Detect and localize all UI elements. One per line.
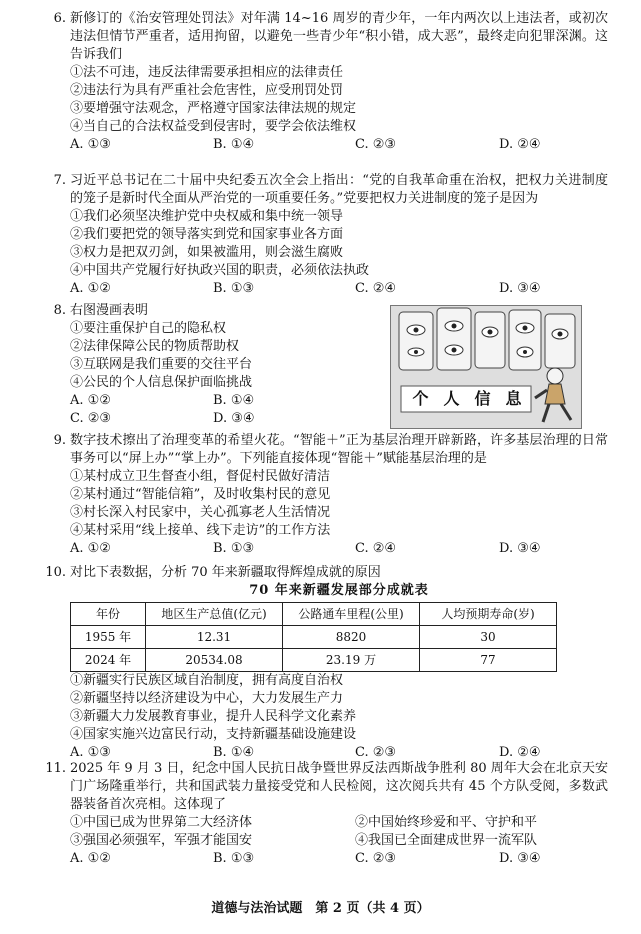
table-cell: 77 bbox=[420, 649, 557, 672]
header-road: 公路通车里程(公里) bbox=[283, 603, 420, 626]
choice-b[interactable]: B. ①③ bbox=[213, 281, 255, 296]
question-6 bbox=[38, 10, 608, 154]
choice-a[interactable]: A. ①③ bbox=[70, 137, 111, 152]
table-cell: 2024 年 bbox=[71, 649, 146, 672]
choice-a[interactable]: A. ①② bbox=[70, 541, 111, 556]
answer-choices bbox=[70, 136, 608, 154]
statement-1: ①要注重保护自己的隐私权 bbox=[70, 321, 227, 336]
table-cell: 8820 bbox=[283, 626, 420, 649]
choice-d[interactable]: D. ②④ bbox=[499, 137, 541, 152]
choice-a[interactable]: A. ①② bbox=[70, 281, 111, 296]
statement-3: ③要增强守法观念，严格遵守国家法律法规的规定 bbox=[70, 101, 357, 116]
answer-choices bbox=[70, 850, 608, 868]
question-stem: 右图漫画表明 bbox=[70, 303, 149, 318]
question-number: 11. bbox=[45, 761, 66, 776]
privacy-comic-image bbox=[390, 305, 582, 429]
achievement-table bbox=[70, 602, 557, 672]
choice-b[interactable]: B. ①④ bbox=[213, 393, 255, 408]
statement-1: ①法不可违，违反法律需要承担相应的法律责任 bbox=[70, 65, 344, 80]
statement-2: ②法律保障公民的物质帮助权 bbox=[70, 339, 240, 354]
comic-char-4: 息 bbox=[505, 389, 522, 408]
question-7 bbox=[38, 172, 608, 298]
table-cell: 12.31 bbox=[146, 626, 283, 649]
question-stem: 对比下表数据，分析 70 年来新疆取得辉煌成就的原因 bbox=[70, 565, 381, 580]
choice-c[interactable]: C. ②③ bbox=[355, 745, 397, 760]
question-number: 10. bbox=[45, 565, 66, 580]
statement-2: ②某村通过“智能信箱”，及时收集村民的意见 bbox=[70, 487, 331, 502]
choice-c[interactable]: C. ②④ bbox=[355, 541, 397, 556]
question-stem: 2025 年 9 月 3 日，纪念中国人民抗日战争暨世界反法西斯战争胜利 80 周年大会在北京天安门广场隆重举行，共和国武装力量接受党和人民检阅，这次阅兵共有 45 个方队受阅，多数武器装备首次亮相。这体现了 bbox=[70, 761, 608, 812]
statement-3: ③强国必须强军，军强才能国安 bbox=[70, 833, 253, 848]
statement-1: ①中国已成为世界第二大经济体 bbox=[70, 815, 253, 830]
answer-choices bbox=[70, 540, 608, 558]
statement-1: ①我们必须坚决维护党中央权威和集中统一领导 bbox=[70, 209, 344, 224]
question-number: 6. bbox=[53, 11, 66, 26]
choice-c[interactable]: C. ②③ bbox=[70, 411, 112, 426]
question-stem: 数字技术擦出了治理变革的希望火花。“智能＋”正为基层治理开辟新路，许多基层治理的日常事务可以“屏上办”“掌上办”。下列能直接体现“智能＋”赋能基层治理的是 bbox=[70, 433, 608, 466]
choice-b[interactable]: B. ①③ bbox=[213, 851, 255, 866]
question-number: 7. bbox=[53, 173, 66, 188]
question-number: 9. bbox=[53, 433, 66, 448]
table-cell: 30 bbox=[420, 626, 557, 649]
statement-2: ②中国始终珍爱和平、守护和平 bbox=[355, 815, 538, 830]
choice-c[interactable]: C. ②③ bbox=[355, 137, 397, 152]
choice-b[interactable]: B. ①④ bbox=[213, 745, 255, 760]
comic-char-2: 人 bbox=[443, 389, 460, 408]
question-stem: 新修订的《治安管理处罚法》对年满 14~16 周岁的青少年，一年内两次以上违法者，或初次违法但情节严重者，适用拘留，以避免一些青少年“积小错，成大恶”，最终走向犯罪深渊。这告诉我们 bbox=[70, 11, 608, 62]
statement-row-2 bbox=[70, 832, 608, 850]
table-header-row bbox=[71, 603, 557, 626]
table-cell: 23.19 万 bbox=[283, 649, 420, 672]
statement-4: ④中国共产党履行好执政兴国的职责，必须依法执政 bbox=[70, 263, 370, 278]
comic-char-3: 信 bbox=[474, 389, 491, 408]
statement-4: ④我国已全面建成世界一流军队 bbox=[355, 833, 538, 848]
statement-3: ③互联网是我们重要的交往平台 bbox=[70, 357, 253, 372]
choice-b[interactable]: B. ①③ bbox=[213, 541, 255, 556]
choice-d[interactable]: D. ③④ bbox=[499, 541, 541, 556]
statement-2: ②我们要把党的领导落实到党和国家事业各方面 bbox=[70, 227, 344, 242]
table-row bbox=[71, 649, 557, 672]
statement-4: ④当自己的合法权益受到侵害时，要学会依法维权 bbox=[70, 119, 357, 134]
statement-1: ①某村成立卫生督查小组，督促村民做好清洁 bbox=[70, 469, 331, 484]
question-11 bbox=[38, 760, 608, 868]
choice-b[interactable]: B. ①④ bbox=[213, 137, 255, 152]
comic-char-1: 个 bbox=[412, 389, 429, 408]
statement-2: ②新疆坚持以经济建设为中心，大力发展生产力 bbox=[70, 691, 344, 706]
header-gdp: 地区生产总值(亿元) bbox=[146, 603, 283, 626]
choice-a[interactable]: A. ①③ bbox=[70, 745, 111, 760]
statement-3: ③新疆大力发展教育事业，提升人民科学文化素养 bbox=[70, 709, 357, 724]
statement-4: ④国家实施兴边富民行动，支持新疆基础设施建设 bbox=[70, 727, 357, 742]
answer-choices bbox=[70, 280, 608, 298]
statement-4: ④某村采用“线上接单、线下走访”的工作方法 bbox=[70, 523, 331, 538]
table-cell: 1955 年 bbox=[71, 626, 146, 649]
statement-2: ②违法行为具有严重社会危害性，应受刑罚处罚 bbox=[70, 83, 344, 98]
answer-choices-row-1 bbox=[70, 392, 370, 410]
choice-d[interactable]: D. ③④ bbox=[213, 411, 255, 426]
question-number: 8. bbox=[53, 303, 66, 318]
choice-a[interactable]: A. ①② bbox=[70, 851, 111, 866]
page-footer: 道德与法治试题 第 2 页（共 4 页） bbox=[211, 901, 430, 916]
statement-3: ③村长深入村民家中，关心孤寡老人生活情况 bbox=[70, 505, 331, 520]
header-year: 年份 bbox=[71, 603, 146, 626]
answer-choices-row-2 bbox=[70, 410, 370, 428]
choice-c[interactable]: C. ②④ bbox=[355, 281, 397, 296]
statement-3: ③权力是把双刃剑，如果被滥用，则会滋生腐败 bbox=[70, 245, 344, 260]
table-title: 70 年来新疆发展部分成就表 bbox=[249, 583, 429, 598]
choice-c[interactable]: C. ②③ bbox=[355, 851, 397, 866]
choice-d[interactable]: D. ②④ bbox=[499, 745, 541, 760]
choice-a[interactable]: A. ①② bbox=[70, 393, 111, 408]
comic-caption bbox=[405, 388, 529, 410]
choice-d[interactable]: D. ③④ bbox=[499, 281, 541, 296]
header-life: 人均预期寿命(岁) bbox=[420, 603, 557, 626]
table-cell: 20534.08 bbox=[146, 649, 283, 672]
statement-1: ①新疆实行民族区域自治制度，拥有高度自治权 bbox=[70, 673, 344, 688]
question-9 bbox=[38, 432, 608, 558]
question-stem: 习近平总书记在二十届中央纪委五次全会上指出：“党的自我革命重在治权，把权力关进制度的笼子是新时代全面从严治党的一项重要任务。”党要把权力关进制度的笼子是因为 bbox=[70, 173, 608, 206]
statement-4: ④公民的个人信息保护面临挑战 bbox=[70, 375, 253, 390]
table-row bbox=[71, 626, 557, 649]
choice-d[interactable]: D. ③④ bbox=[499, 851, 541, 866]
question-10 bbox=[38, 564, 608, 762]
statement-row-1 bbox=[70, 814, 608, 832]
